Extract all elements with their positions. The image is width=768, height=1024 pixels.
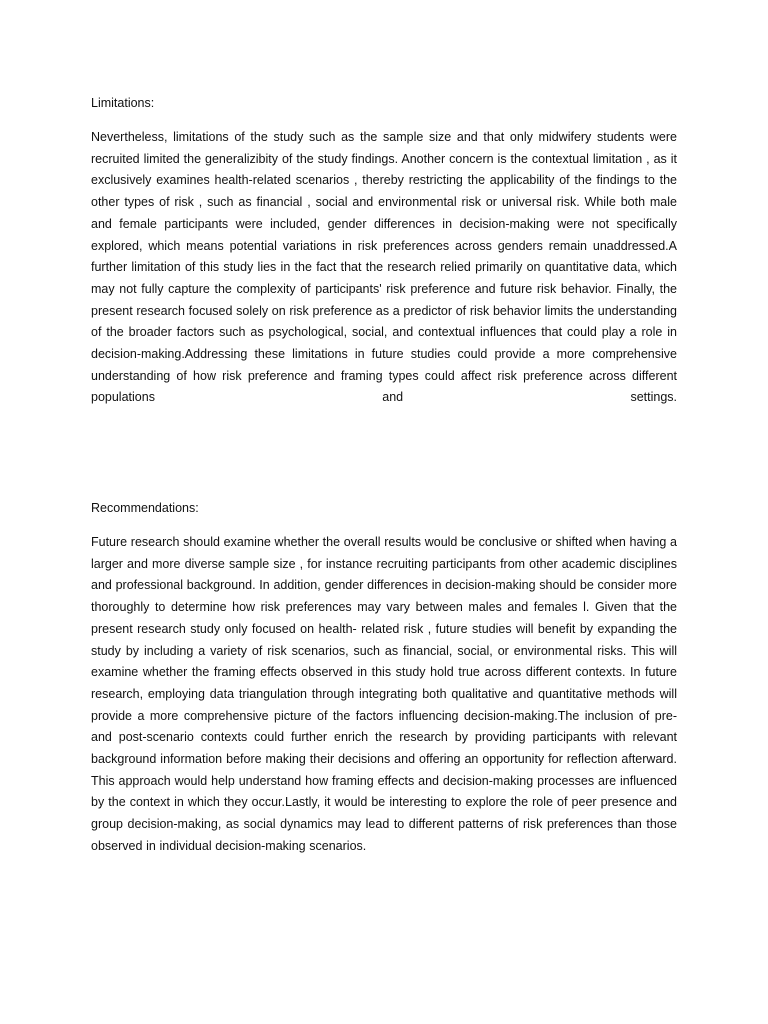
limitations-heading: Limitations: [91, 96, 155, 110]
recommendations-paragraph: Future research should examine whether the overall results would be conclusive or shifted when having a larger and more diverse sample size , for instance recruiting participants from other academic disciplines and professional background. In addition, gender differences in decision-making should be consider more thoroughly to determine how risk preferences may vary between males and females l. Given that the present research study only focused on health- related risk , future studies will benefit by expanding the study by including a variety of risk scenarios, such as financial, social, or environmental risks. This will examine whether the framing effects observed in this study hold true across different contexts. In future research, employing data triangulation through integrating both qualitative and quantitative methods will provide a more comprehensive picture of the factors influencing decision-making.The inclusion of pre- and post-scenario contexts could further enrich the research by providing participants with relevant background information before making their decisions and offering an opportunity for reflection afterward. This approach would help understand how framing effects and decision-making processes are influenced by the context in which they occur.Lastly, it would be interesting to explore the role of peer presence and group decision-making, as social dynamics may lead to different patterns of risk preferences than those observed in individual decision-making scenarios. [91, 535, 677, 853]
limitations-paragraph: Nevertheless, limitations of the study such as the sample size and that only midwifery students were recruited limited the generalizibity of the study findings. Another concern is the contextual limitation , as it exclusively examines health-related scenarios , thereby restricting the applicability of the findings to the other types of risk , such as financial , social and environmental risk or universal risk. While both male and female participants were included, gender differences in decision-making were not specifically explored, which means potential variations in risk preferences across genders remain unaddressed.A further limitation of this study lies in the fact that the research relied primarily on quantitative data, which may not fully capture the complexity of participants' risk preference and future risk behavior. Finally, the present research focused solely on risk preference as a predictor of risk behavior limits the understanding of the broader factors such as psychological, social, and contextual influences that could play a role in decision-making.Addressing these limitations in future studies could provide a more comprehensive understanding of how risk preference and framing types could affect risk preference across different populations and settings. [91, 130, 677, 405]
recommendations-heading: Recommendations: [91, 501, 199, 515]
